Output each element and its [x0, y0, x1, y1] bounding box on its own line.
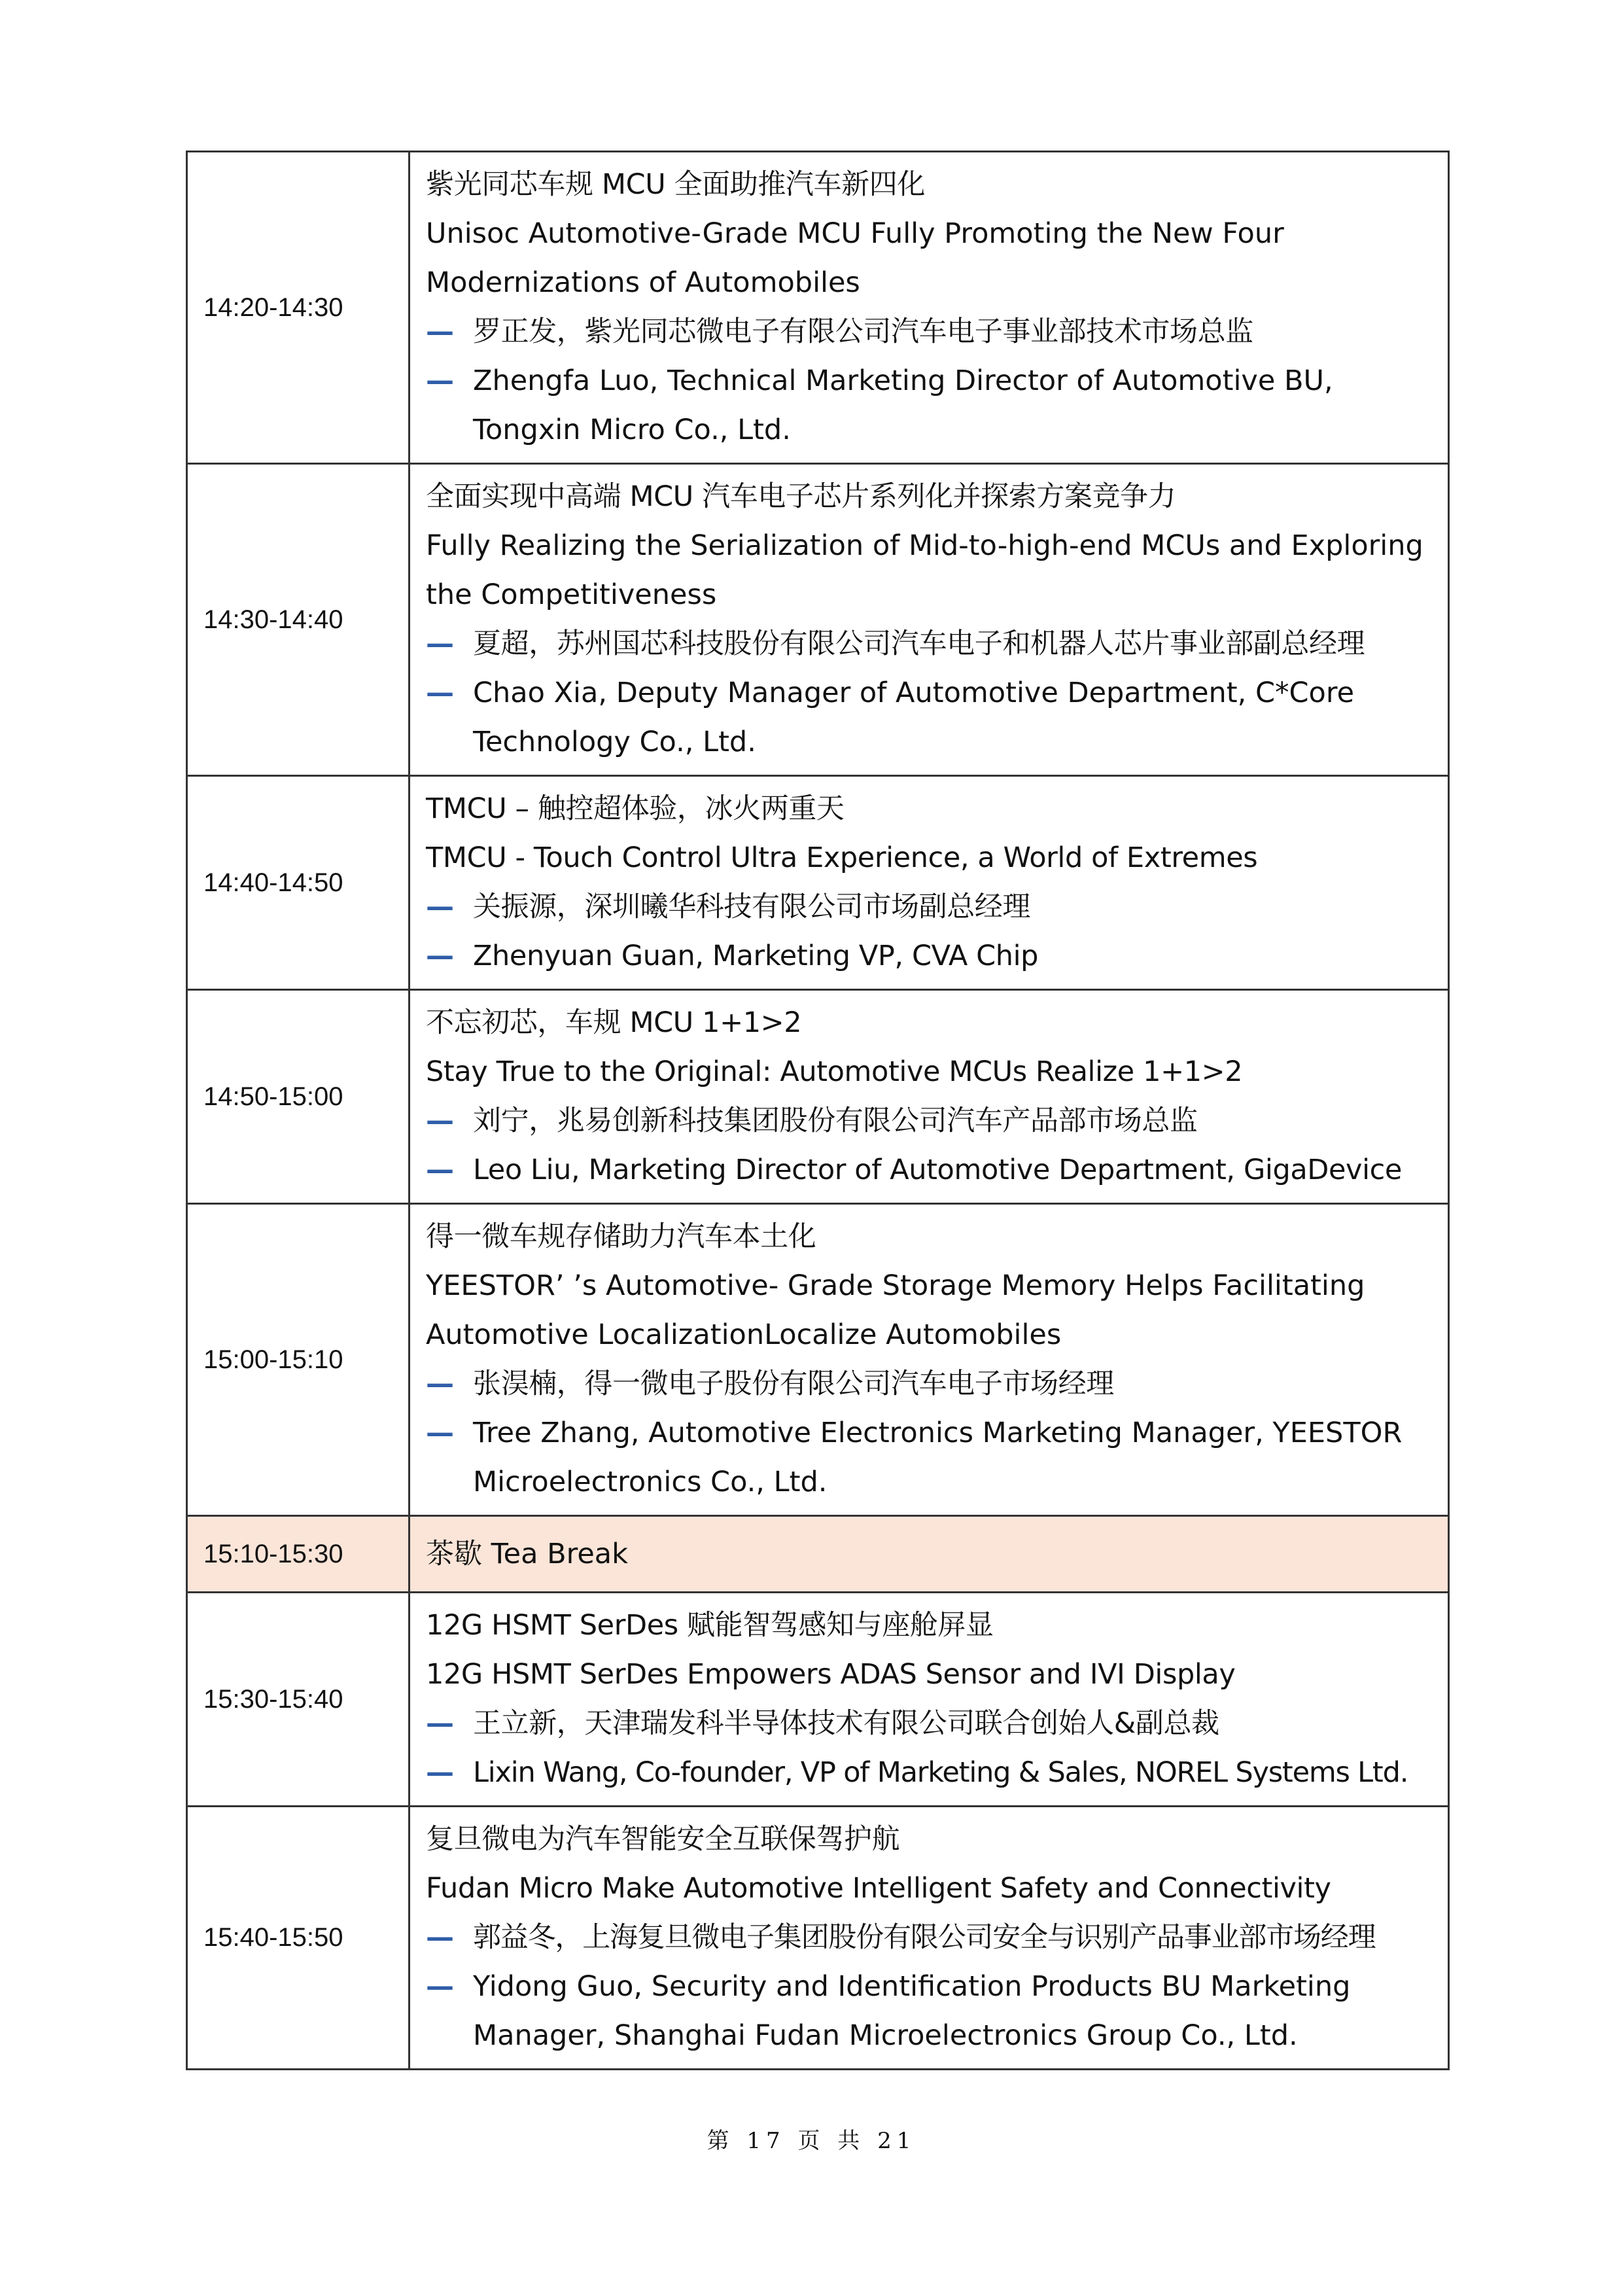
- speaker-cn: [426, 1360, 1432, 1409]
- dash-bullet: —: [426, 315, 454, 348]
- agenda-row: [187, 776, 1449, 990]
- session-content: [410, 1204, 1449, 1516]
- agenda-row: [187, 1204, 1449, 1516]
- session-content: [410, 1807, 1449, 2070]
- speaker-cn: [426, 620, 1432, 669]
- session-title-cn: 紫光同芯车规 MCU 全面助推汽车新四化: [426, 168, 925, 201]
- agenda-row: [187, 1593, 1449, 1807]
- session-content: [410, 990, 1449, 1204]
- time-slot: 15:30-15:40: [187, 1593, 410, 1807]
- speaker-cn-text: 刘宁，兆易创新科技集团股份有限公司汽车产品部市场总监: [473, 1104, 1198, 1137]
- speaker-en-text: Leo Liu, Marketing Director of Automotive Department, GigaDevice: [473, 1154, 1402, 1186]
- speaker-cn-text: 罗正发，紫光同芯微电子有限公司汽车电子事业部技术市场总监: [473, 315, 1253, 348]
- speaker-cn: [426, 1097, 1432, 1146]
- speaker-en: [426, 1962, 1432, 2060]
- speaker-cn-text: 郭益冬，上海复旦微电子集团股份有限公司安全与识别产品事业部市场经理: [473, 1921, 1376, 1954]
- agenda-row: [187, 990, 1449, 1204]
- speaker-cn-text: 张淏楠，得一微电子股份有限公司汽车电子市场经理: [473, 1368, 1114, 1400]
- time-slot: 14:50-15:00: [187, 990, 410, 1204]
- session-title-cn: 得一微车规存储助力汽车本土化: [426, 1220, 816, 1253]
- time-slot: 15:00-15:10: [187, 1204, 410, 1516]
- session-title-en: Unisoc Automotive-Grade MCU Fully Promoting the New Four Modernizations of Automobiles: [426, 217, 1284, 299]
- dash-bullet: —: [426, 1368, 454, 1400]
- page-number: 第 17 页 共 21: [707, 2128, 916, 2154]
- speaker-en-text: Tree Zhang, Automotive Electronics Marketing Manager, YEESTOR Microelectronics Co., Ltd.: [473, 1417, 1403, 1498]
- speaker-en: [426, 932, 1432, 981]
- tea-break-row: [187, 1516, 1449, 1593]
- dash-bullet: —: [426, 364, 454, 397]
- agenda-row: [187, 152, 1449, 464]
- session-title-en: Fully Realizing the Serialization of Mid-to-high-end MCUs and Exploring the Competitiveness: [426, 529, 1423, 611]
- dash-bullet: —: [426, 1104, 454, 1137]
- time-slot: 15:10-15:30: [187, 1516, 410, 1593]
- dash-bullet: —: [426, 891, 454, 923]
- session-content: [410, 464, 1449, 776]
- speaker-cn: [426, 1699, 1432, 1748]
- dash-bullet: —: [426, 1921, 454, 1954]
- dash-bullet: —: [426, 1756, 454, 1789]
- session-title-cn: 全面实现中高端 MCU 汽车电子芯片系列化并探索方案竞争力: [426, 480, 1176, 513]
- session-title-en: YEESTOR’ ’s Automotive- Grade Storage Memory Helps Facilitating Automotive LocalizationLocalize Automobiles: [426, 1269, 1365, 1351]
- agenda-row: [187, 1807, 1449, 2070]
- dash-bullet: —: [426, 940, 454, 972]
- speaker-cn: [426, 308, 1432, 357]
- session-title-cn: 不忘初芯，车规 MCU 1+1>2: [426, 1006, 802, 1039]
- session-title-en: 12G HSMT SerDes Empowers ADAS Sensor and IVI Display: [426, 1658, 1236, 1691]
- dash-bullet: —: [426, 1154, 454, 1186]
- time-slot: 14:20-14:30: [187, 152, 410, 464]
- speaker-en-text: Chao Xia, Deputy Manager of Automotive Department, C*Core Technology Co., Ltd.: [473, 677, 1355, 758]
- tea-break-label: 茶歇 Tea Break: [410, 1516, 1449, 1593]
- time-slot: 14:30-14:40: [187, 464, 410, 776]
- session-title-cn: 复旦微电为汽车智能安全互联保驾护航: [426, 1823, 900, 1856]
- speaker-en-text: Yidong Guo, Security and Identification Products BU Marketing Manager, Shanghai Fudan Microelectronics Group Co., Ltd.: [473, 1970, 1351, 2052]
- speaker-en: [426, 357, 1432, 455]
- time-slot: 14:40-14:50: [187, 776, 410, 990]
- speaker-cn-text: 关振源，深圳曦华科技有限公司市场副总经理: [473, 891, 1030, 923]
- session-title-en: TMCU - Touch Control Ultra Experience, a World of Extremes: [426, 841, 1258, 874]
- speaker-cn: [426, 883, 1432, 932]
- agenda-row: [187, 464, 1449, 776]
- speaker-cn: [426, 1913, 1432, 1962]
- speaker-cn-text: 王立新，天津瑞发科半导体技术有限公司联合创始人&副总裁: [473, 1707, 1219, 1740]
- speaker-en: [426, 1748, 1432, 1797]
- speaker-en: [426, 669, 1432, 767]
- dash-bullet: —: [426, 627, 454, 660]
- speaker-cn-text: 夏超，苏州国芯科技股份有限公司汽车电子和机器人芯片事业部副总经理: [473, 627, 1365, 660]
- speaker-en-text: Zhengfa Luo, Technical Marketing Director of Automotive BU, Tongxin Micro Co., Ltd.: [473, 364, 1333, 446]
- dash-bullet: —: [426, 1707, 454, 1740]
- dash-bullet: —: [426, 1417, 454, 1449]
- agenda-table: [186, 150, 1450, 2070]
- speaker-en: [426, 1146, 1432, 1195]
- session-title-en: Fudan Micro Make Automotive Intelligent Safety and Connectivity: [426, 1872, 1331, 1905]
- speaker-en-text: Lixin Wang, Co-founder, VP of Marketing & Sales, NOREL Systems Ltd.: [473, 1756, 1408, 1789]
- session-content: [410, 1593, 1449, 1807]
- time-slot: 15:40-15:50: [187, 1807, 410, 2070]
- dash-bullet: —: [426, 677, 454, 709]
- dash-bullet: —: [426, 1970, 454, 2003]
- session-title-cn: 12G HSMT SerDes 赋能智驾感知与座舱屏显: [426, 1609, 994, 1642]
- session-title-en: Stay True to the Original: Automotive MCUs Realize 1+1>2: [426, 1055, 1243, 1088]
- session-content: [410, 776, 1449, 990]
- speaker-en-text: Zhenyuan Guan, Marketing VP, CVA Chip: [473, 940, 1039, 972]
- session-title-cn: TMCU – 触控超体验，冰火两重天: [426, 792, 845, 825]
- speaker-en: [426, 1409, 1432, 1507]
- session-content: [410, 152, 1449, 464]
